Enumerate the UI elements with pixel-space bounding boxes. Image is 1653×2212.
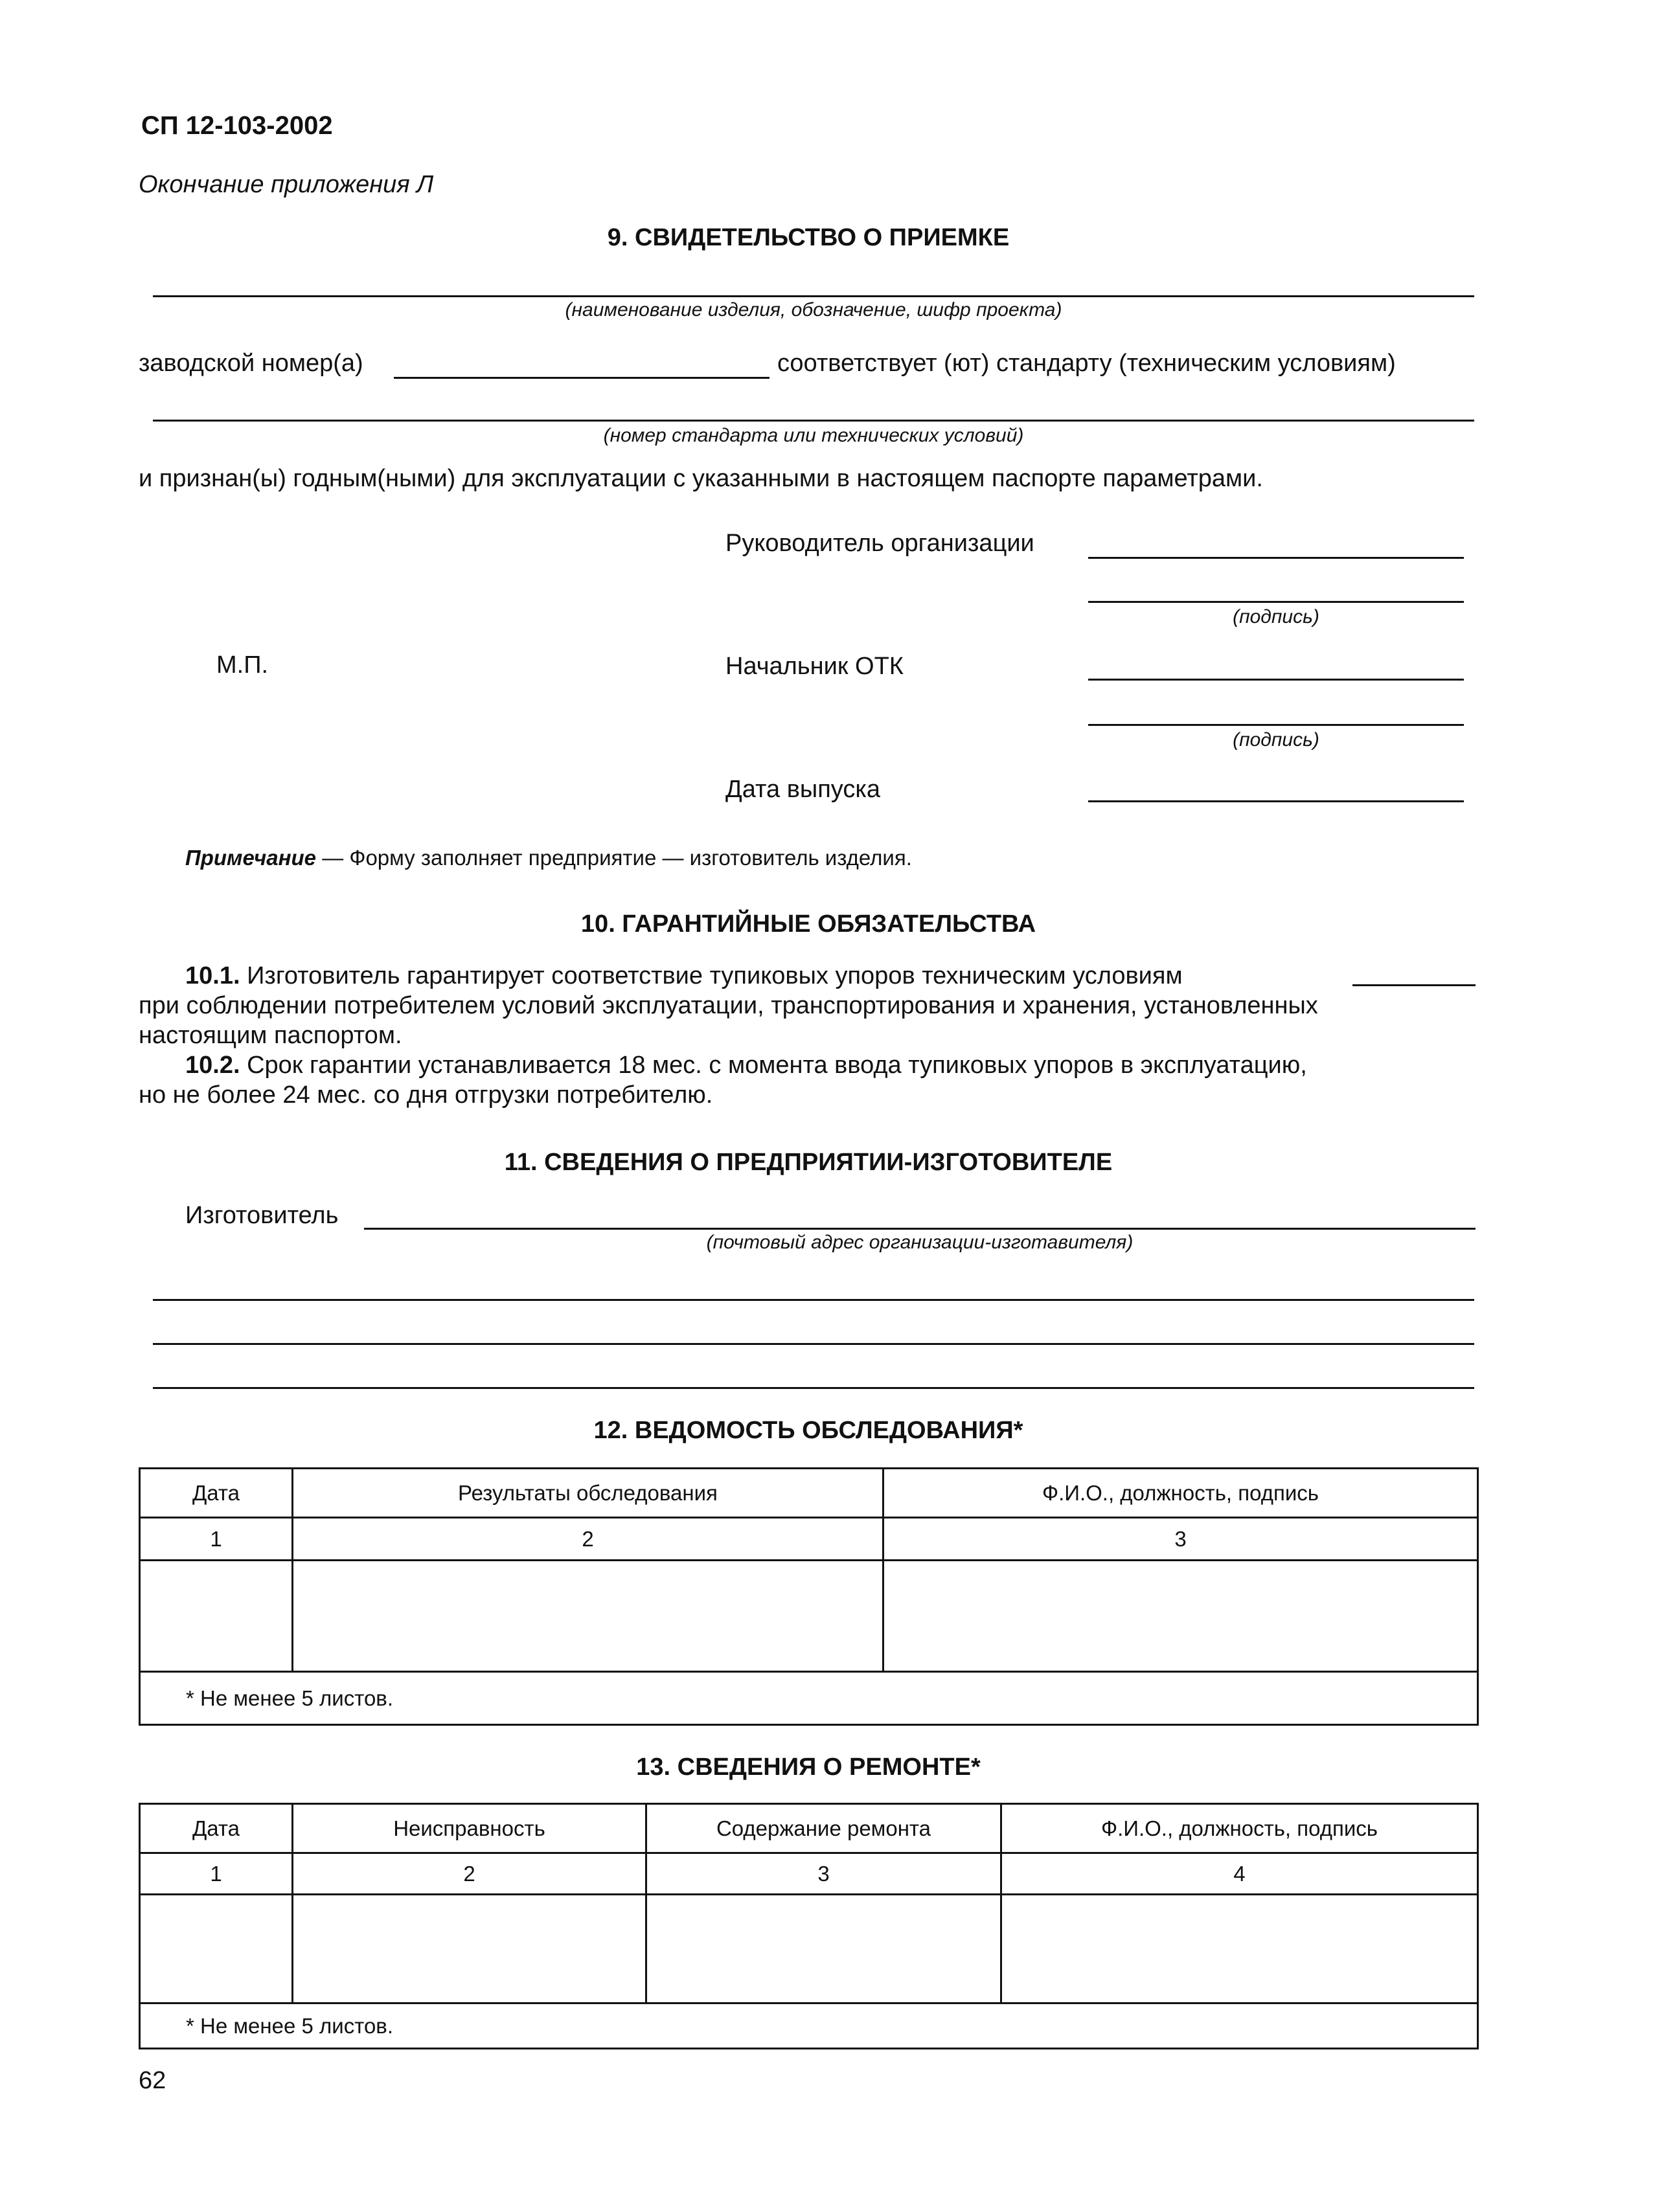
table-footnote: * Не менее 5 листов. <box>140 2003 1478 2049</box>
column-number: 3 <box>646 1853 1001 1895</box>
warranty-paragraph-2-line-1 <box>185 1050 1307 1080</box>
table-header-row <box>140 1804 1478 1853</box>
table-footnote-row <box>140 2003 1478 2049</box>
section-12-title: 12. ВЕДОМОСТЬ ОБСЛЕДОВАНИЯ* <box>593 1417 1023 1444</box>
column-number: 2 <box>293 1518 884 1561</box>
otk-head-signature-line[interactable] <box>1088 724 1464 726</box>
section-9-title: 9. СВИДЕТЕЛЬСТВО О ПРИЕМКЕ <box>607 224 1010 251</box>
technical-conditions-line[interactable] <box>1352 984 1476 986</box>
warranty-paragraph-1-number: 10.1. <box>185 962 240 989</box>
complies-text: соответствует (ют) стандарту (техническим условиям) <box>777 350 1396 377</box>
organization-head-line[interactable] <box>1088 557 1464 559</box>
column-header-results: Результаты обследования <box>293 1469 884 1518</box>
warranty-paragraph-2-text: Срок гарантии устанавливается 18 мес. с момента ввода тупиковых упоров в эксплуатацию, <box>240 1052 1307 1079</box>
table-cell-empty[interactable] <box>140 1561 293 1672</box>
table-number-row <box>140 1853 1478 1895</box>
table-cell-empty[interactable] <box>140 1895 293 2003</box>
organization-head-label: Руководитель организации <box>725 530 1034 557</box>
accepted-text: и признан(ы) годным(ными) для эксплуатации с указанными в настоящем паспорте параметрами. <box>139 465 1263 492</box>
column-number: 2 <box>293 1853 646 1895</box>
warranty-paragraph-2-line-2: но не более 24 мес. со дня отгрузки потребителю. <box>139 1081 713 1109</box>
repair-table <box>139 1803 1479 2049</box>
product-name-caption: (наименование изделия, обозначение, шифр проекта) <box>565 299 1062 321</box>
signature-caption-2: (подпись) <box>1233 729 1319 751</box>
manufacturer-line[interactable] <box>364 1228 1476 1230</box>
table-row <box>140 1561 1478 1672</box>
table-cell-empty[interactable] <box>1001 1895 1478 2003</box>
table-header-row <box>140 1469 1478 1518</box>
continuation-label: Окончание приложения Л <box>139 171 434 198</box>
otk-head-label: Начальник ОТК <box>725 653 904 680</box>
release-date-label: Дата выпуска <box>725 776 880 803</box>
section-10-title: 10. ГАРАНТИЙНЫЕ ОБЯЗАТЕЛЬСТВА <box>580 910 1036 938</box>
organization-head-signature-line[interactable] <box>1088 601 1464 603</box>
product-name-line[interactable] <box>153 295 1474 297</box>
address-caption: (почтовый адрес организации-изготавителя) <box>706 1232 1134 1253</box>
page-number: 62 <box>139 2067 166 2094</box>
signature-caption-1: (подпись) <box>1233 606 1319 627</box>
column-header-signature: Ф.И.О., должность, подпись <box>1001 1804 1478 1853</box>
column-header-date: Дата <box>140 1469 293 1518</box>
warranty-paragraph-1-text: Изготовитель гарантирует соответствие тупиковых упоров техническим условиям <box>240 962 1183 989</box>
column-header-malfunction: Неисправность <box>293 1804 646 1853</box>
address-line-3[interactable] <box>153 1387 1474 1389</box>
note-prefix: Примечание <box>185 846 317 870</box>
column-header-repair-content: Содержание ремонта <box>646 1804 1001 1853</box>
standard-number-line[interactable] <box>153 420 1474 422</box>
column-number: 4 <box>1001 1853 1478 1895</box>
warranty-paragraph-1-line-3: настоящим паспортом. <box>139 1022 402 1049</box>
document-code: СП 12-103-2002 <box>141 111 333 140</box>
column-number: 1 <box>140 1853 293 1895</box>
table-footnote-row <box>140 1672 1478 1725</box>
warranty-paragraph-1-line-2: при соблюдении потребителем условий эксплуатации, транспортирования и хранения, установленных <box>139 992 1318 1019</box>
column-header-date: Дата <box>140 1804 293 1853</box>
manufacturer-label: Изготовитель <box>185 1202 339 1229</box>
column-number: 3 <box>884 1518 1478 1561</box>
table-row <box>140 1895 1478 2003</box>
column-number: 1 <box>140 1518 293 1561</box>
warranty-paragraph-2-number: 10.2. <box>185 1052 240 1079</box>
serial-number-line[interactable] <box>394 377 770 379</box>
standard-number-caption: (номер стандарта или технических условий) <box>603 425 1024 446</box>
table-cell-empty[interactable] <box>293 1561 884 1672</box>
inspection-table <box>139 1467 1479 1726</box>
address-line-1[interactable] <box>153 1299 1474 1301</box>
note-text: — Форму заполняет предприятие — изготовитель изделия. <box>316 846 912 870</box>
table-cell-empty[interactable] <box>884 1561 1478 1672</box>
warranty-paragraph-1-line-1 <box>185 961 1183 991</box>
section-11-title: 11. СВЕДЕНИЯ О ПРЕДПРИЯТИИ-ИЗГОТОВИТЕЛЕ <box>504 1149 1113 1176</box>
column-header-signature: Ф.И.О., должность, подпись <box>884 1469 1478 1518</box>
otk-head-line[interactable] <box>1088 679 1464 681</box>
release-date-line[interactable] <box>1088 800 1464 802</box>
serial-number-label: заводской номер(а) <box>139 350 363 377</box>
address-line-2[interactable] <box>153 1343 1474 1345</box>
stamp-label: М.П. <box>216 651 269 679</box>
section-13-title: 13. СВЕДЕНИЯ О РЕМОНТЕ* <box>636 1754 981 1781</box>
table-number-row <box>140 1518 1478 1561</box>
table-footnote: * Не менее 5 листов. <box>140 1672 1478 1725</box>
table-cell-empty[interactable] <box>646 1895 1001 2003</box>
table-cell-empty[interactable] <box>293 1895 646 2003</box>
form-note <box>185 846 912 870</box>
